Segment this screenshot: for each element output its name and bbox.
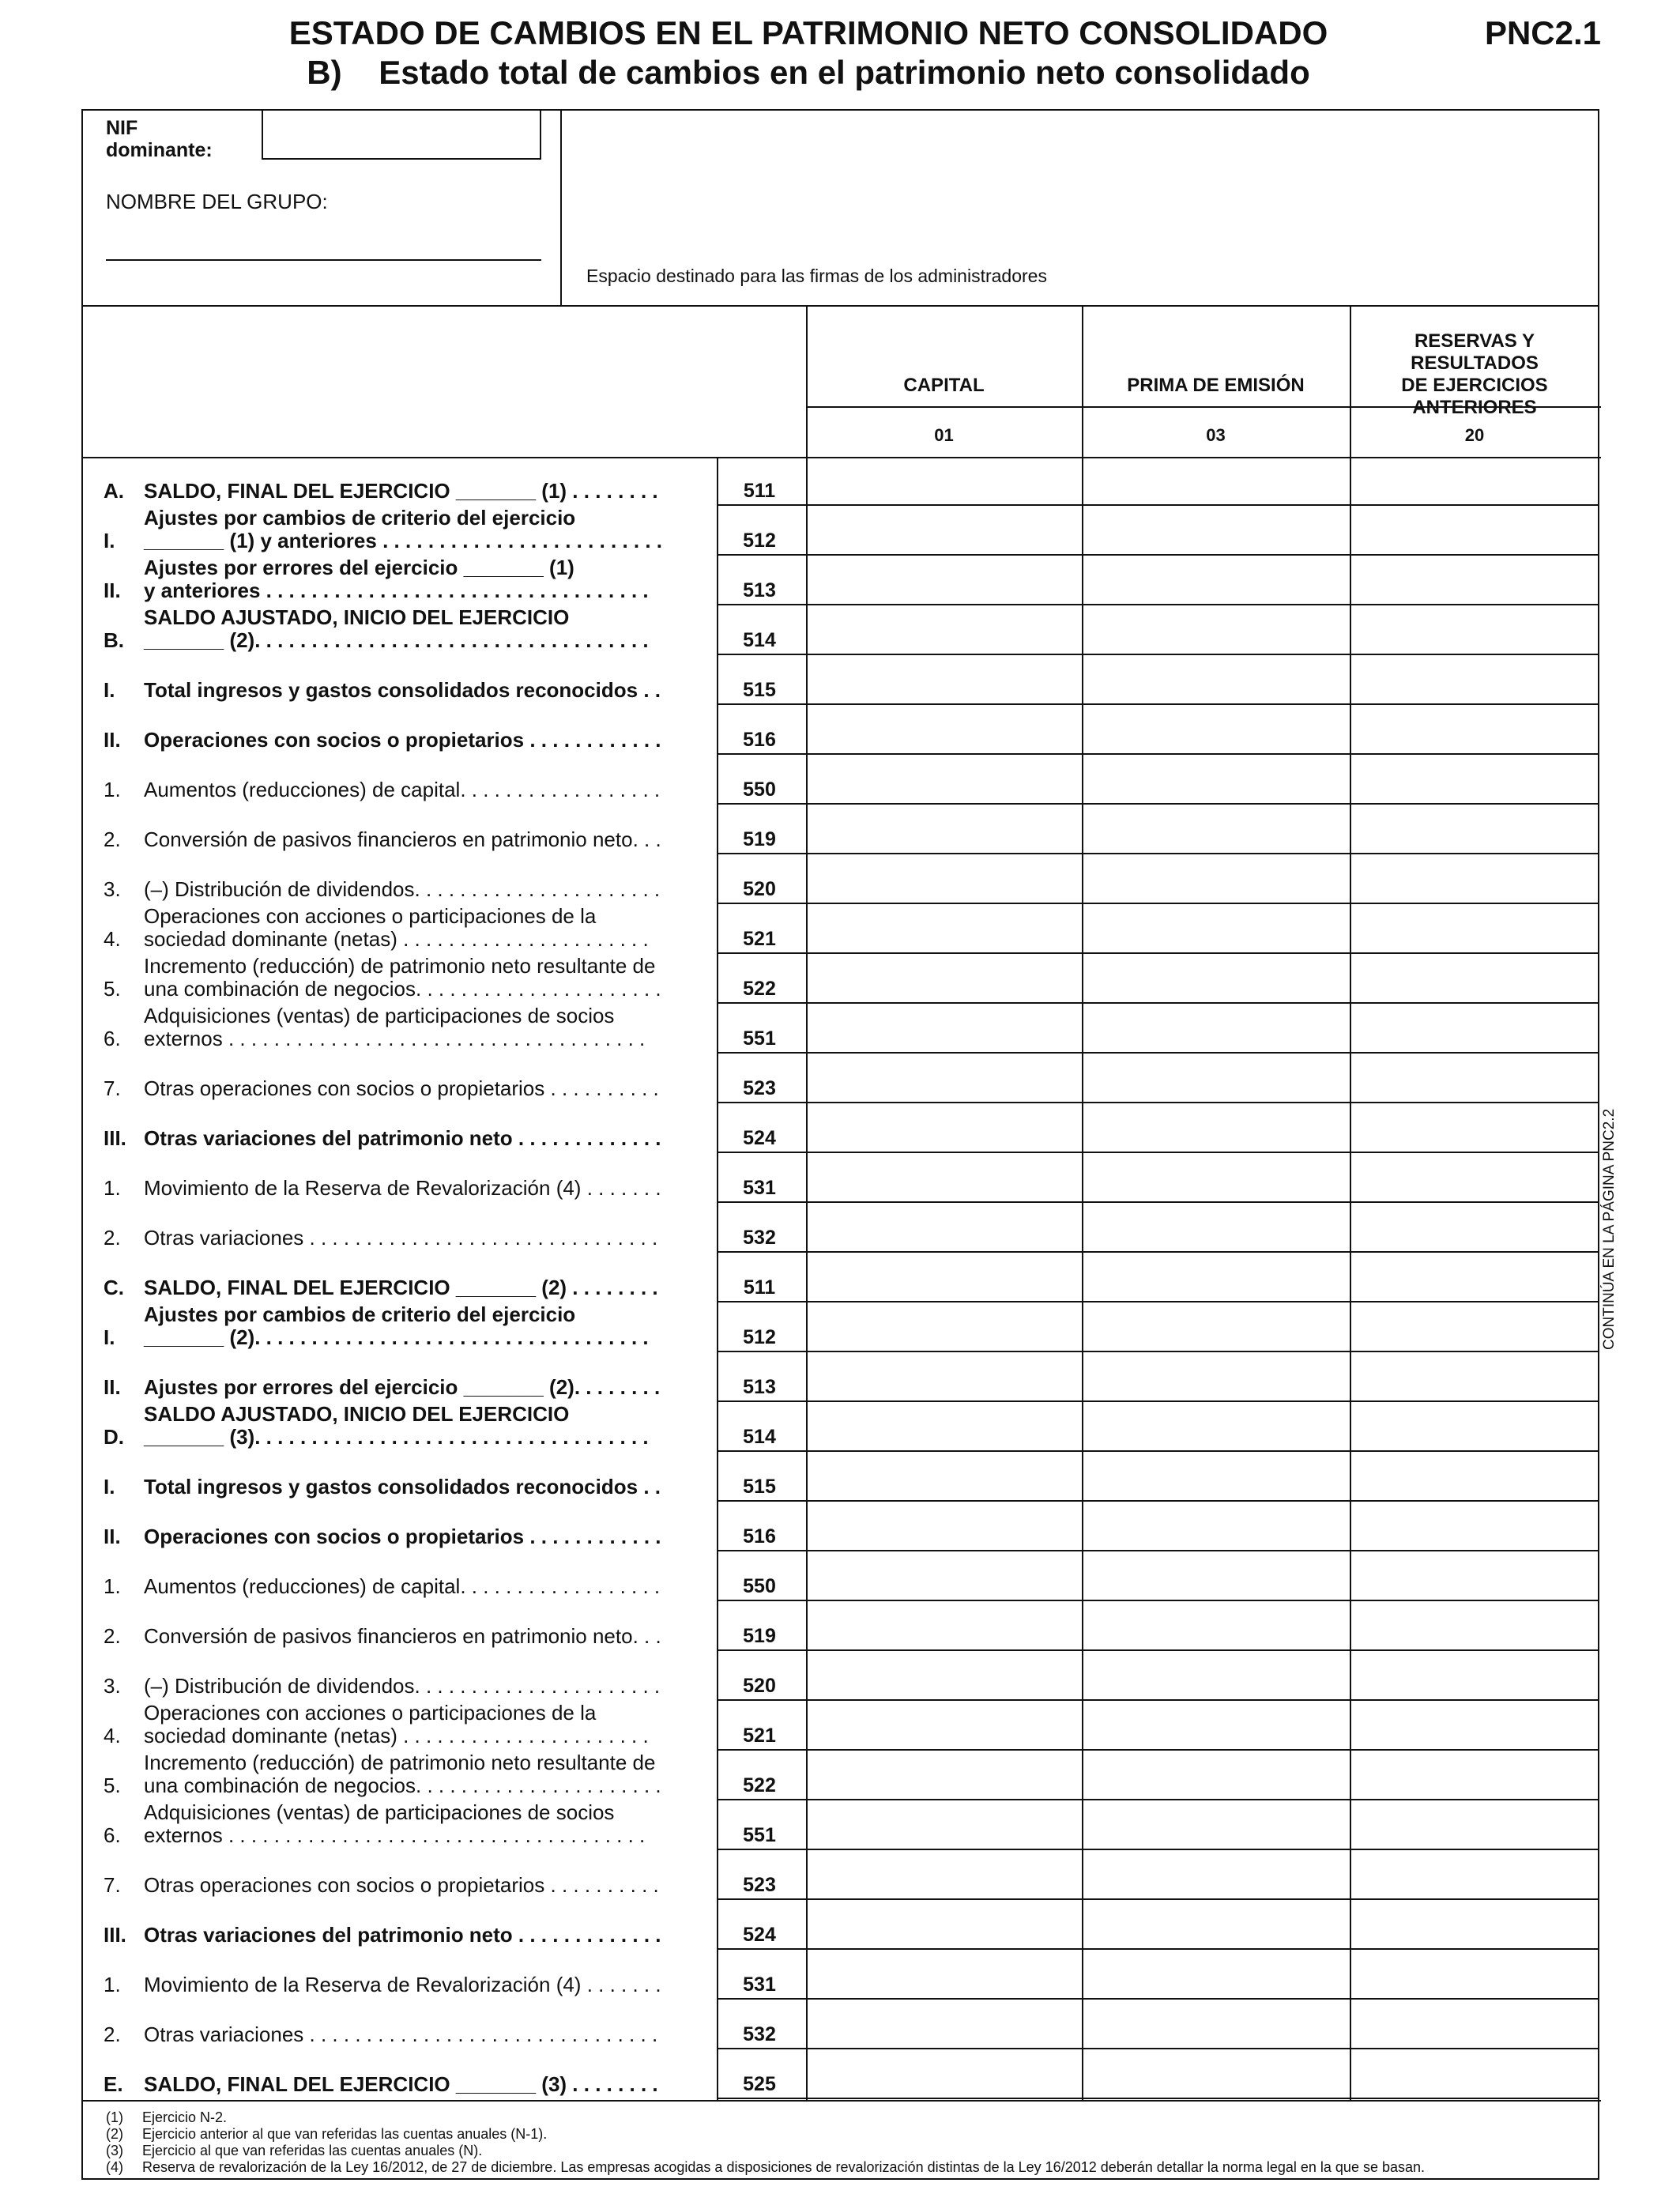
- amount-cell[interactable]: [806, 1751, 1082, 1800]
- table-row: [83, 1851, 1598, 1900]
- amount-cell[interactable]: [1350, 1702, 1599, 1751]
- amount-cell[interactable]: [1350, 606, 1599, 655]
- form-title: ESTADO DE CAMBIOS EN EL PATRIMONIO NETO CONSOLIDADO: [288, 14, 1328, 51]
- footnote-text: Reserva de revalorización de la Ley 16/2012, de 27 de diciembre. Las empresas acogidas a disposiciones de revalorización distintas de la Ley 16/2012 deberán detallar la norma legal en la que se basan.: [142, 2159, 1426, 2175]
- amount-cell[interactable]: [1350, 2000, 1599, 2049]
- amount-cell[interactable]: [806, 606, 1082, 655]
- row-number: 7.: [104, 1076, 121, 1100]
- row-number: 4.: [104, 927, 121, 951]
- amount-cell[interactable]: [1350, 1502, 1599, 1551]
- form-code: PNC2.1: [1484, 14, 1601, 51]
- amount-cell[interactable]: [1082, 2000, 1350, 2049]
- table-row: [83, 2000, 1598, 2049]
- amount-cell[interactable]: [1082, 706, 1350, 755]
- row-code: 550: [743, 778, 776, 801]
- row-code: 515: [743, 1476, 776, 1498]
- amount-cell[interactable]: [1082, 1253, 1350, 1302]
- row-label: Incremento (reducción) de patrimonio neto resultante de una combinación de negocios. . . . . . . . . . . . . . . . . . . . . .: [144, 1751, 661, 1797]
- row-number: 5.: [104, 977, 121, 1001]
- table-row: [83, 1801, 1598, 1850]
- amount-cell[interactable]: [1350, 1104, 1599, 1153]
- table-row: [83, 1054, 1598, 1103]
- table-row: [83, 656, 1598, 705]
- table-row: [83, 1901, 1598, 1950]
- amount-cell[interactable]: [806, 855, 1082, 904]
- amount-cell[interactable]: [806, 2050, 1082, 2099]
- amount-cell[interactable]: [1350, 556, 1599, 605]
- table-row: [83, 1253, 1598, 1302]
- row-number: A.: [104, 479, 124, 503]
- row-label: Ajustes por errores del ejercicio _______ (1) y anteriores . . . . . . . . . . . . . . . . . . . . . . . . . . . . . . . . . .: [144, 556, 649, 602]
- amount-cell[interactable]: [806, 507, 1082, 556]
- footnote-text: Ejercicio anterior al que van referidas las cuentas anuales (N-1).: [142, 2126, 548, 2142]
- amount-cell[interactable]: [1082, 1353, 1350, 1402]
- table-row: [83, 2050, 1598, 2099]
- row-label: Adquisiciones (ventas) de participaciones de socios externos . . . . . . . . . . . . . . . . . . . . . . . . . . . . . . . . . . . . .: [144, 1800, 646, 1847]
- amount-cell[interactable]: [1082, 656, 1350, 705]
- amount-cell[interactable]: [1350, 1801, 1599, 1850]
- row-label: Otras variaciones . . . . . . . . . . . . . . . . . . . . . . . . . . . . . . .: [144, 1226, 658, 1250]
- amount-cell[interactable]: [1350, 1901, 1599, 1950]
- row-code: 512: [743, 1326, 776, 1348]
- column-title: CAPITAL: [903, 375, 985, 396]
- amount-cell[interactable]: [1082, 1552, 1350, 1601]
- amount-cell[interactable]: [1350, 1303, 1599, 1352]
- amount-cell[interactable]: [1082, 1751, 1350, 1800]
- amount-cell[interactable]: [1350, 1751, 1599, 1800]
- amount-cell[interactable]: [1082, 1502, 1350, 1551]
- table-row: [83, 1453, 1598, 1502]
- amount-cell[interactable]: [806, 556, 1082, 605]
- row-code: 551: [743, 1027, 776, 1050]
- amount-cell[interactable]: [1350, 2050, 1599, 2099]
- amount-cell[interactable]: [1350, 1951, 1599, 2000]
- row-label: Operaciones con acciones o participaciones de la sociedad dominante (netas) . . . . . . . . . . . . . . . . . . . . . .: [144, 1701, 649, 1747]
- row-label: Ajustes por cambios de criterio del ejercicio _______ (2). . . . . . . . . . . . . . . . . . . . . . . . . . . . . . . . . . .: [144, 1302, 649, 1349]
- amount-cell[interactable]: [1350, 1204, 1599, 1253]
- amount-cell[interactable]: [1082, 855, 1350, 904]
- column-code: 01: [934, 425, 954, 445]
- table-row: [83, 756, 1598, 805]
- row-label: SALDO, FINAL DEL EJERCICIO _______ (3) . . . . . . . .: [144, 2072, 658, 2096]
- amount-cell[interactable]: [806, 1154, 1082, 1203]
- amount-cell[interactable]: [806, 955, 1082, 1004]
- table-row: [83, 1951, 1598, 2000]
- amount-cell[interactable]: [1082, 1303, 1350, 1352]
- amount-cell[interactable]: [1350, 905, 1599, 954]
- row-number: III.: [104, 1126, 126, 1150]
- amount-cell[interactable]: [1082, 955, 1350, 1004]
- amount-cell[interactable]: [1350, 1552, 1599, 1601]
- row-code: 532: [743, 2023, 776, 2045]
- table-row: [83, 1403, 1598, 1452]
- amount-cell[interactable]: [806, 1303, 1082, 1352]
- amount-cell[interactable]: [1350, 1353, 1599, 1402]
- row-code: 532: [743, 1227, 776, 1249]
- amount-cell[interactable]: [1350, 706, 1599, 755]
- amount-cell[interactable]: [806, 1453, 1082, 1502]
- row-label: Total ingresos y gastos consolidados reconocidos . .: [144, 678, 661, 702]
- table-row: [83, 805, 1598, 854]
- row-label: Operaciones con socios o propietarios . . . . . . . . . . . .: [144, 728, 661, 752]
- table-row: [83, 556, 1598, 605]
- amount-cell[interactable]: [1350, 1154, 1599, 1203]
- row-number: II.: [104, 728, 121, 752]
- amount-cell[interactable]: [1082, 1951, 1350, 2000]
- footnotes: [106, 2109, 1425, 2176]
- row-code: 551: [743, 1824, 776, 1846]
- row-code: 521: [743, 928, 776, 950]
- table-row: [83, 606, 1598, 655]
- row-code: 522: [743, 978, 776, 1000]
- amount-cell[interactable]: [1082, 556, 1350, 605]
- table-row: [83, 905, 1598, 954]
- table-row: [83, 1502, 1598, 1551]
- amount-cell[interactable]: [806, 706, 1082, 755]
- row-code: 520: [743, 1675, 776, 1697]
- amount-cell[interactable]: [1082, 805, 1350, 854]
- row-code: 523: [743, 1874, 776, 1896]
- amount-cell[interactable]: [806, 1951, 1082, 2000]
- amount-cell[interactable]: [806, 2000, 1082, 2049]
- table-row: [83, 457, 1598, 506]
- row-code: 519: [743, 828, 776, 850]
- row-number: 6.: [104, 1823, 121, 1847]
- table-row: [83, 1005, 1598, 1054]
- footnote-key: (3): [106, 2143, 123, 2158]
- amount-cell[interactable]: [806, 1702, 1082, 1751]
- amount-cell[interactable]: [1350, 1005, 1599, 1054]
- row-code: 515: [743, 679, 776, 701]
- row-number: 1.: [104, 778, 121, 801]
- row-label: Ajustes por errores del ejercicio _______ (2). . . . . . . .: [144, 1375, 661, 1399]
- row-code: 516: [743, 729, 776, 751]
- row-number: 6.: [104, 1027, 121, 1050]
- table-row: [83, 1353, 1598, 1402]
- amount-cell[interactable]: [806, 1901, 1082, 1950]
- footnote: [106, 2143, 1425, 2159]
- amount-cell[interactable]: [1082, 905, 1350, 954]
- amount-cell[interactable]: [1082, 1652, 1350, 1701]
- amount-cell[interactable]: [1350, 805, 1599, 854]
- row-number: 5.: [104, 1774, 121, 1797]
- column-code: 03: [1206, 425, 1226, 445]
- amount-cell[interactable]: [1082, 1702, 1350, 1751]
- amount-cell[interactable]: [806, 1801, 1082, 1850]
- row-number: I.: [104, 1475, 115, 1498]
- row-number: 7.: [104, 1873, 121, 1897]
- row-number: 1.: [104, 1574, 121, 1598]
- row-code: 513: [743, 1376, 776, 1398]
- group-name-input[interactable]: [106, 259, 541, 261]
- group-name-label: NOMBRE DEL GRUPO:: [106, 190, 328, 213]
- row-code: 522: [743, 1774, 776, 1796]
- footnote: [106, 2109, 1425, 2126]
- row-number: 2.: [104, 2022, 121, 2046]
- amount-cell[interactable]: [806, 457, 1082, 506]
- row-label: Conversión de pasivos financieros en patrimonio neto. . .: [144, 827, 661, 851]
- amount-cell[interactable]: [1350, 1851, 1599, 1900]
- footnote-key: (4): [106, 2159, 123, 2175]
- table-row: [83, 1552, 1598, 1601]
- row-label: Incremento (reducción) de patrimonio neto resultante de una combinación de negocios. . . . . . . . . . . . . . . . . . . . . .: [144, 954, 661, 1001]
- amount-cell[interactable]: [1350, 457, 1599, 506]
- amount-cell[interactable]: [806, 1253, 1082, 1302]
- amount-cell[interactable]: [806, 1005, 1082, 1054]
- amount-cell[interactable]: [1350, 955, 1599, 1004]
- amount-cell[interactable]: [806, 1851, 1082, 1900]
- amount-cell[interactable]: [1350, 1453, 1599, 1502]
- row-label: SALDO, FINAL DEL EJERCICIO _______ (1) . . . . . . . .: [144, 479, 658, 503]
- row-label: SALDO, FINAL DEL EJERCICIO _______ (2) . . . . . . . .: [144, 1276, 658, 1299]
- amount-cell[interactable]: [1350, 507, 1599, 556]
- amount-cell[interactable]: [1350, 1253, 1599, 1302]
- table-row: [83, 1104, 1598, 1153]
- row-number: 1.: [104, 1176, 121, 1200]
- row-code: 514: [743, 629, 776, 651]
- row-code: 531: [743, 1973, 776, 1996]
- amount-cell[interactable]: [1350, 1403, 1599, 1452]
- table-row: [83, 706, 1598, 755]
- amount-cell[interactable]: [806, 656, 1082, 705]
- row-number: 2.: [104, 1624, 121, 1648]
- row-label: Otras variaciones del patrimonio neto . . . . . . . . . . . . .: [144, 1126, 661, 1150]
- amount-cell[interactable]: [1082, 1602, 1350, 1651]
- amount-cell[interactable]: [806, 756, 1082, 805]
- footnote-key: (1): [106, 2109, 123, 2125]
- amount-cell[interactable]: [1082, 756, 1350, 805]
- amount-cell[interactable]: [1350, 1602, 1599, 1651]
- row-label: (–) Distribución de dividendos. . . . . . . . . . . . . . . . . . . . . .: [144, 1674, 661, 1698]
- table-row: [83, 955, 1598, 1004]
- amount-cell[interactable]: [1082, 1104, 1350, 1153]
- row-code: 531: [743, 1177, 776, 1199]
- row-label: Total ingresos y gastos consolidados reconocidos . .: [144, 1475, 661, 1498]
- amount-cell[interactable]: [806, 1204, 1082, 1253]
- row-number: I.: [104, 678, 115, 702]
- amount-cell[interactable]: [1350, 1054, 1599, 1103]
- row-number: B.: [104, 628, 124, 652]
- table-row: [83, 1154, 1598, 1203]
- row-label: Otras operaciones con socios o propietarios . . . . . . . . . .: [144, 1076, 659, 1100]
- amount-cell[interactable]: [806, 1652, 1082, 1701]
- amount-cell[interactable]: [1082, 1054, 1350, 1103]
- amount-cell[interactable]: [1350, 756, 1599, 805]
- row-number: I.: [104, 1325, 115, 1349]
- row-number: II.: [104, 1375, 121, 1399]
- column-code: 20: [1464, 425, 1485, 445]
- row-label: Movimiento de la Reserva de Revalorización (4) . . . . . . .: [144, 1973, 661, 1996]
- footnote: [106, 2126, 1425, 2143]
- amount-cell[interactable]: [1082, 1901, 1350, 1950]
- table-row: [83, 1652, 1598, 1701]
- row-label: Aumentos (reducciones) de capital. . . . . . . . . . . . . . . . . .: [144, 778, 661, 801]
- amount-cell[interactable]: [806, 905, 1082, 954]
- amount-cell[interactable]: [1082, 1453, 1350, 1502]
- row-code: 514: [743, 1426, 776, 1448]
- table-row: [83, 1602, 1598, 1651]
- amount-cell[interactable]: [1082, 1154, 1350, 1203]
- footnote-text: Ejercicio N-2.: [142, 2109, 228, 2125]
- amount-cell[interactable]: [806, 1353, 1082, 1402]
- row-number: D.: [104, 1425, 124, 1449]
- footnote: [106, 2159, 1425, 2176]
- row-number: 1.: [104, 1973, 121, 1996]
- footnote-key: (2): [106, 2126, 123, 2142]
- form-subtitle: B) Estado total de cambios en el patrimonio neto consolidado: [307, 54, 1310, 91]
- amount-cell[interactable]: [806, 805, 1082, 854]
- row-code: 512: [743, 530, 776, 552]
- amount-cell[interactable]: [1082, 457, 1350, 506]
- amount-cell[interactable]: [1082, 1204, 1350, 1253]
- table-bottom-divider: [83, 2100, 1601, 2102]
- row-code: 511: [743, 1276, 776, 1299]
- amount-cell[interactable]: [806, 1403, 1082, 1452]
- column-title: PRIMA DE EMISIÓN: [1127, 375, 1305, 396]
- row-number: 2.: [104, 1226, 121, 1250]
- row-label: Operaciones con socios o propietarios . . . . . . . . . . . .: [144, 1525, 661, 1548]
- row-code: 521: [743, 1725, 776, 1747]
- row-code: 523: [743, 1077, 776, 1099]
- row-label: Otras variaciones . . . . . . . . . . . . . . . . . . . . . . . . . . . . . . .: [144, 2022, 658, 2046]
- amount-cell[interactable]: [1350, 656, 1599, 705]
- row-code: 520: [743, 878, 776, 900]
- row-code: 525: [743, 2073, 776, 2095]
- row-number: II.: [104, 579, 121, 602]
- amount-cell[interactable]: [1350, 1652, 1599, 1701]
- amount-cell[interactable]: [806, 1502, 1082, 1551]
- row-label: Operaciones con acciones o participaciones de la sociedad dominante (netas) . . . . . . . . . . . . . . . . . . . . . .: [144, 904, 649, 951]
- row-code: 524: [743, 1127, 776, 1149]
- amount-cell[interactable]: [1350, 855, 1599, 904]
- table-row: [83, 507, 1598, 556]
- amount-cell[interactable]: [1082, 1403, 1350, 1452]
- row-code: 524: [743, 1924, 776, 1946]
- nif-label: NIF dominante:: [106, 117, 213, 161]
- continues-note: CONTINÚA EN LA PÁGINA PNC2.2: [1601, 1108, 1618, 1350]
- form-body: [81, 109, 1599, 2180]
- amount-cell[interactable]: [806, 1054, 1082, 1103]
- column-title: RESERVAS Y RESULTADOS DE EJERCICIOS ANTERIORES: [1401, 330, 1548, 418]
- row-label: SALDO AJUSTADO, INICIO DEL EJERCICIO _______ (2). . . . . . . . . . . . . . . . . . . . . . . . . . . . . . . . . . .: [144, 605, 649, 652]
- row-code: 550: [743, 1575, 776, 1597]
- row-label: Otras operaciones con socios o propietarios . . . . . . . . . .: [144, 1873, 659, 1897]
- amount-cell[interactable]: [1082, 1005, 1350, 1054]
- header-divider: [83, 305, 1598, 307]
- row-code: 519: [743, 1625, 776, 1647]
- amount-cell[interactable]: [1082, 507, 1350, 556]
- row-number: 3.: [104, 1674, 121, 1698]
- nif-input[interactable]: [262, 111, 541, 160]
- ident-divider: [560, 111, 562, 305]
- amount-cell[interactable]: [1082, 1851, 1350, 1900]
- row-code: 511: [743, 480, 776, 502]
- table-row: [83, 1751, 1598, 1800]
- amount-cell[interactable]: [806, 1552, 1082, 1601]
- row-label: SALDO AJUSTADO, INICIO DEL EJERCICIO _______ (3). . . . . . . . . . . . . . . . . . . . . . . . . . . . . . . . . . .: [144, 1402, 649, 1449]
- table-row: [83, 1204, 1598, 1253]
- amount-cell[interactable]: [1082, 2050, 1350, 2099]
- footnote-text: Ejercicio al que van referidas las cuentas anuales (N).: [142, 2143, 483, 2158]
- amount-cell[interactable]: [806, 1104, 1082, 1153]
- table-row: [83, 1702, 1598, 1751]
- row-label: Conversión de pasivos financieros en patrimonio neto. . .: [144, 1624, 661, 1648]
- signatures-area-label: Espacio destinado para las firmas de los administradores: [586, 266, 1047, 286]
- row-number: III.: [104, 1923, 126, 1947]
- table-row: [83, 1303, 1598, 1352]
- amount-cell[interactable]: [1082, 606, 1350, 655]
- row-number: II.: [104, 1525, 121, 1548]
- row-label: Ajustes por cambios de criterio del ejercicio _______ (1) y anteriores . . . . . . . . . . . . . . . . . . . . . . . . .: [144, 506, 663, 552]
- table-row: [83, 855, 1598, 904]
- row-number: 4.: [104, 1724, 121, 1747]
- row-number: E.: [104, 2072, 123, 2096]
- row-number: I.: [104, 529, 115, 552]
- row-number: 3.: [104, 877, 121, 901]
- row-number: 2.: [104, 827, 121, 851]
- row-label: Movimiento de la Reserva de Revalorización (4) . . . . . . .: [144, 1176, 661, 1200]
- row-number: C.: [104, 1276, 124, 1299]
- row-code: 513: [743, 579, 776, 601]
- row-label: Otras variaciones del patrimonio neto . . . . . . . . . . . . .: [144, 1923, 661, 1947]
- row-code: 516: [743, 1525, 776, 1547]
- amount-cell[interactable]: [1082, 1801, 1350, 1850]
- row-label: Adquisiciones (ventas) de participaciones de socios externos . . . . . . . . . . . . . . . . . . . . . . . . . . . . . . . . . . . . .: [144, 1004, 646, 1050]
- row-label: Aumentos (reducciones) de capital. . . . . . . . . . . . . . . . . .: [144, 1574, 661, 1598]
- row-label: (–) Distribución de dividendos. . . . . . . . . . . . . . . . . . . . . .: [144, 877, 661, 901]
- amount-cell[interactable]: [806, 1602, 1082, 1651]
